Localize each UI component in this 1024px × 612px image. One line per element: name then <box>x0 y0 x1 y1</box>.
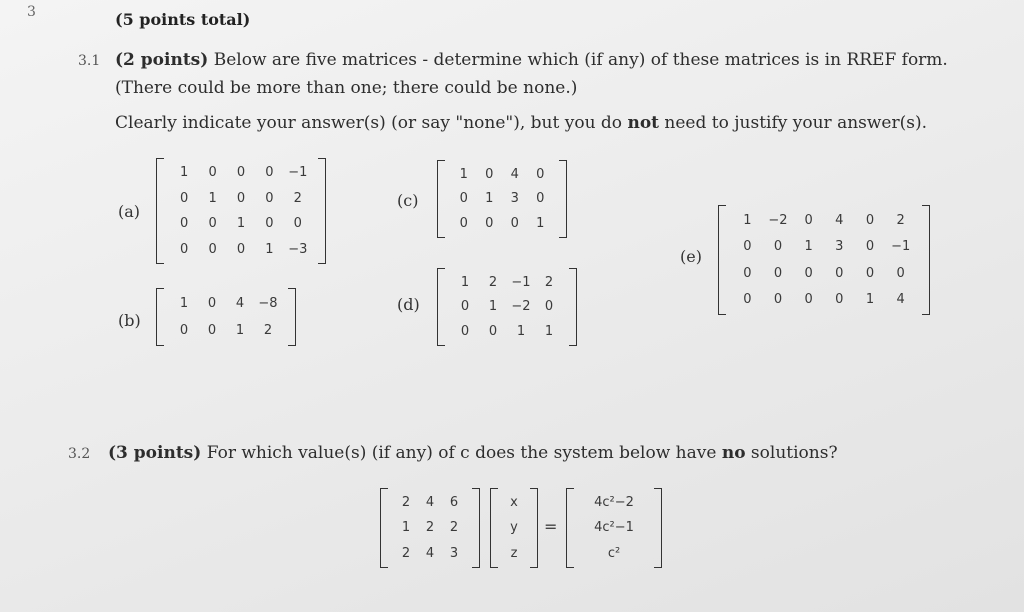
matrix-entry: 1 <box>804 239 813 255</box>
instruction-text-part2: need to justify your answer(s). <box>659 113 928 133</box>
matrix-entry: 2 <box>425 520 435 536</box>
matrix-entry: 1 <box>485 191 494 207</box>
instruction-text-part1: Clearly indicate your answer(s) (or say "none"), but you do <box>115 113 628 133</box>
question-3-2-text-part2: solutions? <box>745 443 838 463</box>
matrix-entry: 1 <box>536 216 545 232</box>
matrix-label-c: (c) <box>397 191 419 210</box>
right-bracket <box>472 488 480 568</box>
matrix-entry: 4 <box>510 166 519 182</box>
matrix-entry: 1 <box>401 520 411 536</box>
question-3-1-points: (2 points) <box>115 50 209 70</box>
question-3-1-number: 3.1 <box>78 53 101 69</box>
variable-vector <box>490 488 538 568</box>
matrix-label-e: (e) <box>680 247 702 266</box>
matrix-c-entries <box>451 162 553 236</box>
coefficient-matrix-entries <box>394 490 466 566</box>
matrix-entry: 2 <box>449 520 459 536</box>
matrix-entry: 2 <box>293 190 302 206</box>
matrix-entry: 0 <box>536 166 545 182</box>
matrix-entry: y <box>510 520 518 536</box>
matrix-entry: 0 <box>488 324 498 340</box>
matrix-e <box>718 205 930 315</box>
matrix-b-entries <box>170 290 282 344</box>
matrix-a <box>156 158 326 264</box>
matrix-entry: z <box>510 545 518 561</box>
matrix-entry: 0 <box>804 292 813 308</box>
total-points-heading: (5 points total) <box>115 10 251 29</box>
matrix-label-a: (a) <box>118 202 141 221</box>
matrix-entry: 6 <box>449 495 459 511</box>
matrix-entry: 0 <box>536 191 545 207</box>
question-3-1-text-line1: Below are five matrices - determine which (if any) of these matrices is in RREF form. <box>208 50 948 70</box>
matrix-entry: 0 <box>865 212 875 228</box>
matrix-entry: 0 <box>510 216 519 232</box>
matrix-entry: 0 <box>180 190 189 206</box>
matrix-entry: 3 <box>835 239 844 255</box>
matrix-entry: −3 <box>288 241 308 257</box>
matrix-entry: 0 <box>293 216 302 232</box>
matrix-entry: 0 <box>460 324 470 340</box>
right-bracket <box>922 205 930 315</box>
variable-vector-entries <box>504 490 524 566</box>
matrix-entry: 1 <box>544 324 554 340</box>
matrix-entry: 0 <box>835 292 844 308</box>
matrix-entry: 2 <box>263 323 273 338</box>
right-bracket <box>530 488 538 568</box>
matrix-entry: −2 <box>768 212 788 228</box>
matrix-label-b: (b) <box>118 311 141 330</box>
matrix-entry: 0 <box>207 296 217 311</box>
matrix-entry: 0 <box>896 265 905 281</box>
right-bracket <box>318 158 326 264</box>
matrix-entry: 2 <box>896 212 905 228</box>
matrix-entry: 1 <box>236 216 246 232</box>
matrix-entry: 1 <box>460 274 470 290</box>
matrix-entry: 0 <box>743 239 752 255</box>
matrix-entry: 3 <box>510 191 519 207</box>
matrix-d-entries <box>451 270 563 344</box>
matrix-entry: 2 <box>488 274 498 290</box>
left-bracket <box>380 488 388 568</box>
matrix-entry: 0 <box>773 292 783 308</box>
matrix-entry: 4 <box>425 495 435 511</box>
matrix-entry: 1 <box>208 190 217 206</box>
matrix-entry: 0 <box>804 212 813 228</box>
matrix-entry: 0 <box>265 216 274 232</box>
matrix-entry: 0 <box>180 216 189 232</box>
question-3-2-number: 3.2 <box>68 446 91 462</box>
matrix-entry: 0 <box>180 241 189 257</box>
constant-vector <box>566 488 662 568</box>
matrix-entry: 0 <box>865 239 875 255</box>
matrix-entry: 0 <box>265 165 274 181</box>
matrix-entry: 0 <box>865 265 875 281</box>
matrix-entry: −8 <box>258 296 278 311</box>
matrix-entry: 4 <box>425 545 435 561</box>
right-bracket <box>654 488 662 568</box>
coefficient-matrix <box>380 488 480 568</box>
matrix-entry: 0 <box>208 241 217 257</box>
matrix-entry: 0 <box>835 265 844 281</box>
matrix-entry: 0 <box>804 265 813 281</box>
matrix-entry: 0 <box>459 216 468 232</box>
matrix-entry: 1 <box>743 212 752 228</box>
matrix-entry: 0 <box>460 299 470 315</box>
left-bracket <box>437 268 445 346</box>
matrix-entry: 2 <box>401 545 411 561</box>
matrix-entry: 0 <box>459 191 468 207</box>
left-bracket <box>156 288 164 346</box>
matrix-a-entries <box>170 160 312 262</box>
question-3-1-prompt <box>115 50 948 70</box>
instruction-emphasis-not: not <box>627 113 660 133</box>
matrix-entry: 3 <box>449 545 459 561</box>
matrix-entry: 0 <box>743 292 752 308</box>
matrix-c <box>437 160 567 238</box>
matrix-entry: 0 <box>773 239 783 255</box>
left-bracket <box>718 205 726 315</box>
matrix-label-d: (d) <box>397 295 420 314</box>
matrix-entry: −1 <box>288 165 308 181</box>
matrix-entry: 0 <box>179 323 189 338</box>
matrix-entry: 4c²−1 <box>594 520 634 536</box>
question-3-2-prompt <box>108 443 838 463</box>
matrix-entry: 0 <box>743 265 752 281</box>
matrix-e-entries <box>732 207 916 313</box>
matrix-entry: 1 <box>488 299 498 315</box>
left-bracket <box>490 488 498 568</box>
matrix-entry: 0 <box>208 216 217 232</box>
matrix-entry: 4 <box>896 292 905 308</box>
matrix-d <box>437 268 577 346</box>
matrix-entry: 1 <box>865 292 875 308</box>
matrix-entry: 0 <box>485 216 494 232</box>
question-3-1-text-line2: (There could be more than one; there could be none.) <box>115 78 578 98</box>
question-3-2-emphasis-no: no <box>721 443 746 463</box>
matrix-entry: 1 <box>265 241 274 257</box>
matrix-entry: 4c²−2 <box>594 495 634 511</box>
matrix-b <box>156 288 296 346</box>
question-3-1-instruction <box>115 113 927 133</box>
matrix-entry: 0 <box>265 190 274 206</box>
matrix-entry: x <box>510 495 518 511</box>
left-bracket <box>566 488 574 568</box>
matrix-entry: −1 <box>511 274 531 290</box>
matrix-entry: 1 <box>179 296 189 311</box>
matrix-entry: 1 <box>459 166 468 182</box>
page-number: 3 <box>27 4 36 20</box>
matrix-entry: −2 <box>511 299 531 315</box>
matrix-entry: 0 <box>207 323 217 338</box>
matrix-entry: 4 <box>835 212 844 228</box>
matrix-entry: 0 <box>773 265 783 281</box>
matrix-entry: 4 <box>235 296 245 311</box>
right-bracket <box>569 268 577 346</box>
matrix-entry: 0 <box>544 299 554 315</box>
matrix-entry: 1 <box>180 165 189 181</box>
constant-vector-entries <box>580 490 648 566</box>
matrix-entry: 1 <box>235 323 245 338</box>
matrix-entry: 0 <box>236 190 246 206</box>
matrix-entry: 2 <box>544 274 554 290</box>
matrix-entry: 0 <box>236 241 246 257</box>
question-3-2-points: (3 points) <box>108 443 202 463</box>
matrix-entry: c² <box>607 545 621 561</box>
equals-sign: = <box>544 517 558 536</box>
left-bracket <box>437 160 445 238</box>
right-bracket <box>559 160 567 238</box>
question-3-2-text-part1: For which value(s) (if any) of c does the system below have <box>201 443 722 463</box>
right-bracket <box>288 288 296 346</box>
matrix-entry: 0 <box>208 165 217 181</box>
matrix-entry: 0 <box>236 165 246 181</box>
matrix-entry: −1 <box>891 239 911 255</box>
matrix-entry: 2 <box>401 495 411 511</box>
matrix-entry: 1 <box>516 324 526 340</box>
matrix-entry: 0 <box>485 166 494 182</box>
left-bracket <box>156 158 164 264</box>
